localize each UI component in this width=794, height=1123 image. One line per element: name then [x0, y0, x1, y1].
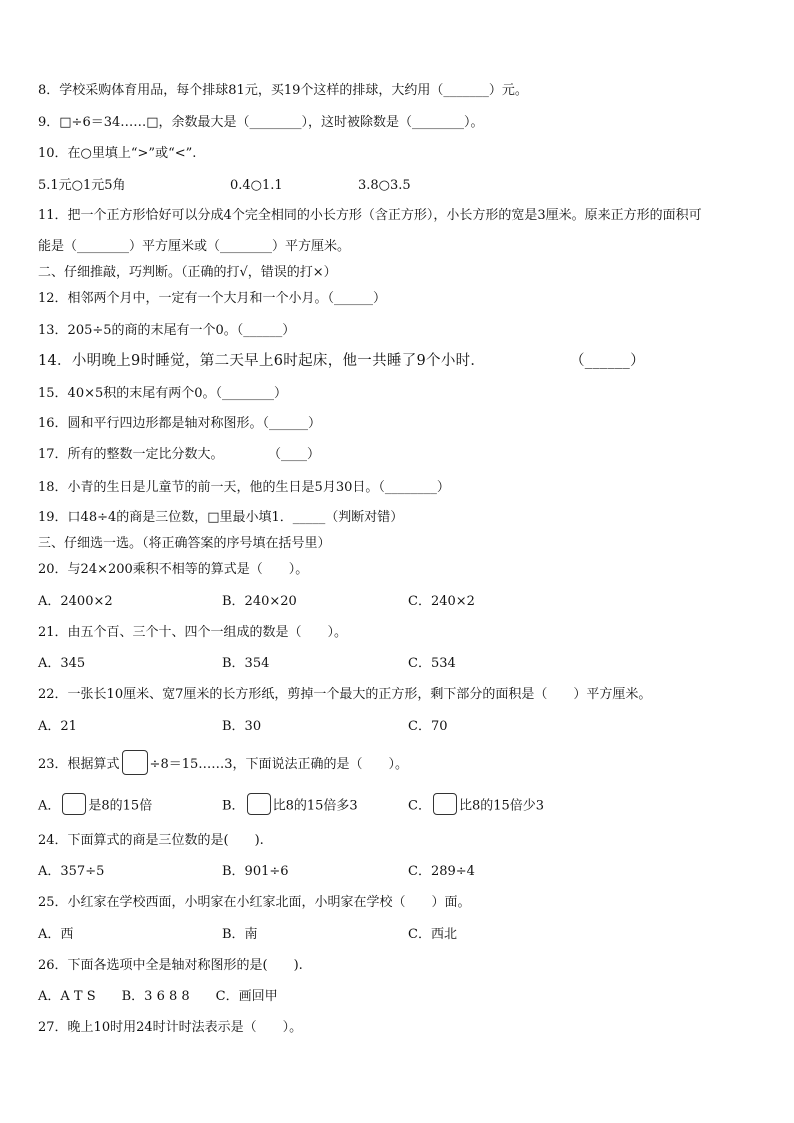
q23-option-a-label: A．: [38, 798, 61, 814]
question-8: 8．学校采购体育用品，每个排球81元，买19个这样的排球，大约用（_______）元。: [38, 83, 528, 98]
section-2-heading: 二、仔细推敲，巧判断。（正确的打√，错误的打×）: [38, 265, 337, 280]
q23-prefix: 23．根据算式: [38, 757, 120, 772]
q23-option-a-text: 是8的15倍: [88, 798, 153, 814]
q25-option-b: B．南: [222, 927, 258, 942]
question-10: 10．在○里填上“>”或“<”.: [38, 146, 197, 161]
q23-answer-box: [122, 750, 148, 775]
question-25: 25．小红家在学校西面，小明家在小红家北面，小明家在学校（ ）面。: [38, 895, 471, 910]
question-21: 21．由五个百、三个十、四个一组成的数是（ ）。: [38, 625, 348, 640]
q25-option-c: C．西北: [408, 927, 457, 942]
question-26: 26．下面各选项中全是轴对称图形的是( ).: [38, 958, 303, 973]
q21-option-c: C．534: [408, 656, 456, 671]
q20-option-b: B．240×20: [222, 594, 297, 609]
question-17: [38, 446, 321, 464]
question-23: [38, 752, 408, 777]
question-11-line-2: 能是（________）平方厘米或（________）平方厘米。: [38, 239, 351, 254]
q23-option-b: [222, 795, 358, 817]
q23-option-b-text: 比8的15倍多3: [272, 798, 358, 814]
q23-option-a-box: [62, 793, 86, 815]
q23-option-b-box: [247, 793, 271, 815]
q23-option-c-label: C．: [408, 798, 431, 814]
question-20: 20．与24×200乘积不相等的算式是（ ）。: [38, 562, 309, 577]
q17-blank: （____）: [268, 447, 321, 462]
q23-option-c-box: [433, 793, 457, 815]
section-3-heading: 三、仔细选一选。（将正确答案的序号填在括号里）: [38, 536, 331, 551]
q24-option-b: B．901÷6: [222, 864, 289, 879]
q14-blank: （______）: [570, 353, 645, 369]
q10-item-3: 3.8○3.5: [358, 178, 411, 193]
q23-suffix: ÷8＝15……3，下面说法正确的是（ ）。: [149, 757, 409, 772]
question-15: 15．40×5积的末尾有两个0。（________）: [38, 386, 288, 401]
question-14: [38, 352, 645, 370]
q23-option-a: [38, 795, 152, 817]
q21-option-a: A．345: [38, 656, 86, 671]
question-13: 13．205÷5的商的末尾有一个0。（______）: [38, 323, 296, 338]
q20-option-c: C．240×2: [408, 594, 475, 609]
question-18: 18．小青的生日是儿童节的前一天，他的生日是5月30日。（________）: [38, 480, 450, 495]
q23-option-c-text: 比8的15倍少3: [458, 798, 545, 814]
question-19: 19．口48÷4的商是三位数，□里最小填1．_____（判断对错）: [38, 510, 404, 525]
q21-option-b: B．354: [222, 656, 270, 671]
q23-option-c: [408, 795, 544, 817]
q24-option-a: A．357÷5: [38, 864, 105, 879]
q10-item-1: 5.1元○1元5角: [38, 178, 126, 193]
question-27: 27．晚上10时用24时计时法表示是（ ）。: [38, 1020, 303, 1035]
q22-option-a: A．21: [38, 719, 77, 734]
q17-text: 17．所有的整数一定比分数大。: [38, 447, 224, 462]
question-24: 24．下面算式的商是三位数的是( ).: [38, 833, 264, 848]
q22-option-b: B．30: [222, 719, 262, 734]
question-9: 9．□÷6＝34……□，余数最大是（________），这时被除数是（________）。: [38, 115, 484, 130]
q24-option-c: C．289÷4: [408, 864, 475, 879]
question-12: 12．相邻两个月中，一定有一个大月和一个小月。（______）: [38, 291, 387, 306]
question-11-line-1: 11．把一个正方形恰好可以分成4个完全相同的小长方形（含正方形），小长方形的宽是3厘米。原来正方形的面积可: [38, 208, 702, 223]
q20-option-a: A．2400×2: [38, 594, 113, 609]
q23-option-b-label: B．: [222, 798, 245, 814]
question-26-options: A．A T S B．3 6 8 8 C．画回甲: [38, 989, 278, 1004]
q22-option-c: C．70: [408, 719, 448, 734]
question-22: 22．一张长10厘米、宽7厘米的长方形纸，剪掉一个最大的正方形，剩下部分的面积是（ ）平方厘米。: [38, 687, 652, 702]
q25-option-a: A．西: [38, 927, 74, 942]
question-16: 16．圆和平行四边形都是轴对称图形。（______）: [38, 416, 322, 431]
q10-item-2: 0.4○1.1: [230, 178, 283, 193]
q14-text: 14．小明晚上9时睡觉，第二天早上6时起床，他一共睡了9个小时．: [38, 353, 486, 369]
